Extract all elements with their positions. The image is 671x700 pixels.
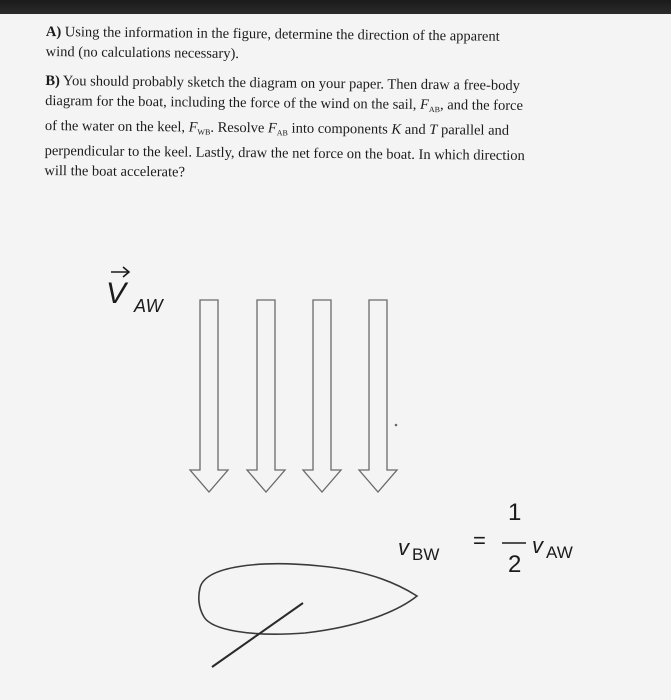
part-b-text-2a: diagram for the boat, including the force of the wind on the sail,: [45, 92, 417, 113]
part-a-label: A): [45, 23, 62, 41]
part-b-text-3a: of the water on the keel,: [44, 117, 186, 136]
part-b-text-1: You should probably sketch the diagram on your paper. Then draw a free-body: [62, 73, 520, 94]
sail-line: [212, 603, 303, 667]
k-component-symbol: K: [391, 121, 402, 138]
speed-equation: [398, 499, 573, 578]
eq-numerator: 1: [508, 499, 522, 526]
eq-lhs-var: v: [398, 535, 409, 560]
part-b-text-3d: parallel and: [440, 122, 510, 139]
small-dot: [395, 424, 398, 427]
force-water-on-boat-symbol: $F_{WB}$: [188, 119, 211, 137]
force-air-on-boat-symbol-2: $F_{AB}$: [267, 120, 288, 138]
part-b-text-3c: into components: [291, 120, 388, 138]
part-b-text-2b: , and the force: [439, 97, 524, 114]
vector-label-sub: AW: [134, 296, 163, 316]
t-component-symbol: T: [429, 122, 438, 139]
wind-arrow-4: [359, 300, 397, 492]
part-a-text-1: Using the information in the figure, determine the direction of the apparent: [64, 24, 500, 45]
eq-rhs-sub: AW: [546, 543, 573, 562]
apparent-wind-vector-label: [106, 267, 165, 316]
wind-arrows: [190, 300, 397, 492]
part-a-line-2: wind (no calculations necessary).: [45, 43, 240, 63]
wind-arrow-2: [247, 300, 285, 492]
part-b-line-5: will the boat accelerate?: [44, 162, 186, 181]
vector-label-main: V: [106, 277, 127, 310]
eq-lhs-sub: BW: [412, 545, 440, 564]
eq-rhs-var: v: [532, 533, 543, 558]
boat-hull: [199, 564, 417, 634]
part-b-text-3b: . Resolve: [210, 119, 265, 137]
part-b-label: B): [45, 72, 60, 90]
wind-arrow-3: [303, 300, 341, 492]
wind-arrow-1: [190, 300, 228, 492]
eq-equals: =: [473, 528, 486, 553]
part-b-line-4: perpendicular to the keel. Lastly, draw the net force on the boat. In which direction: [44, 142, 525, 165]
part-b-text-3-and: and: [404, 121, 426, 138]
force-air-on-boat-symbol: $F_{AB}$: [419, 96, 441, 115]
eq-denominator: 2: [508, 551, 522, 578]
